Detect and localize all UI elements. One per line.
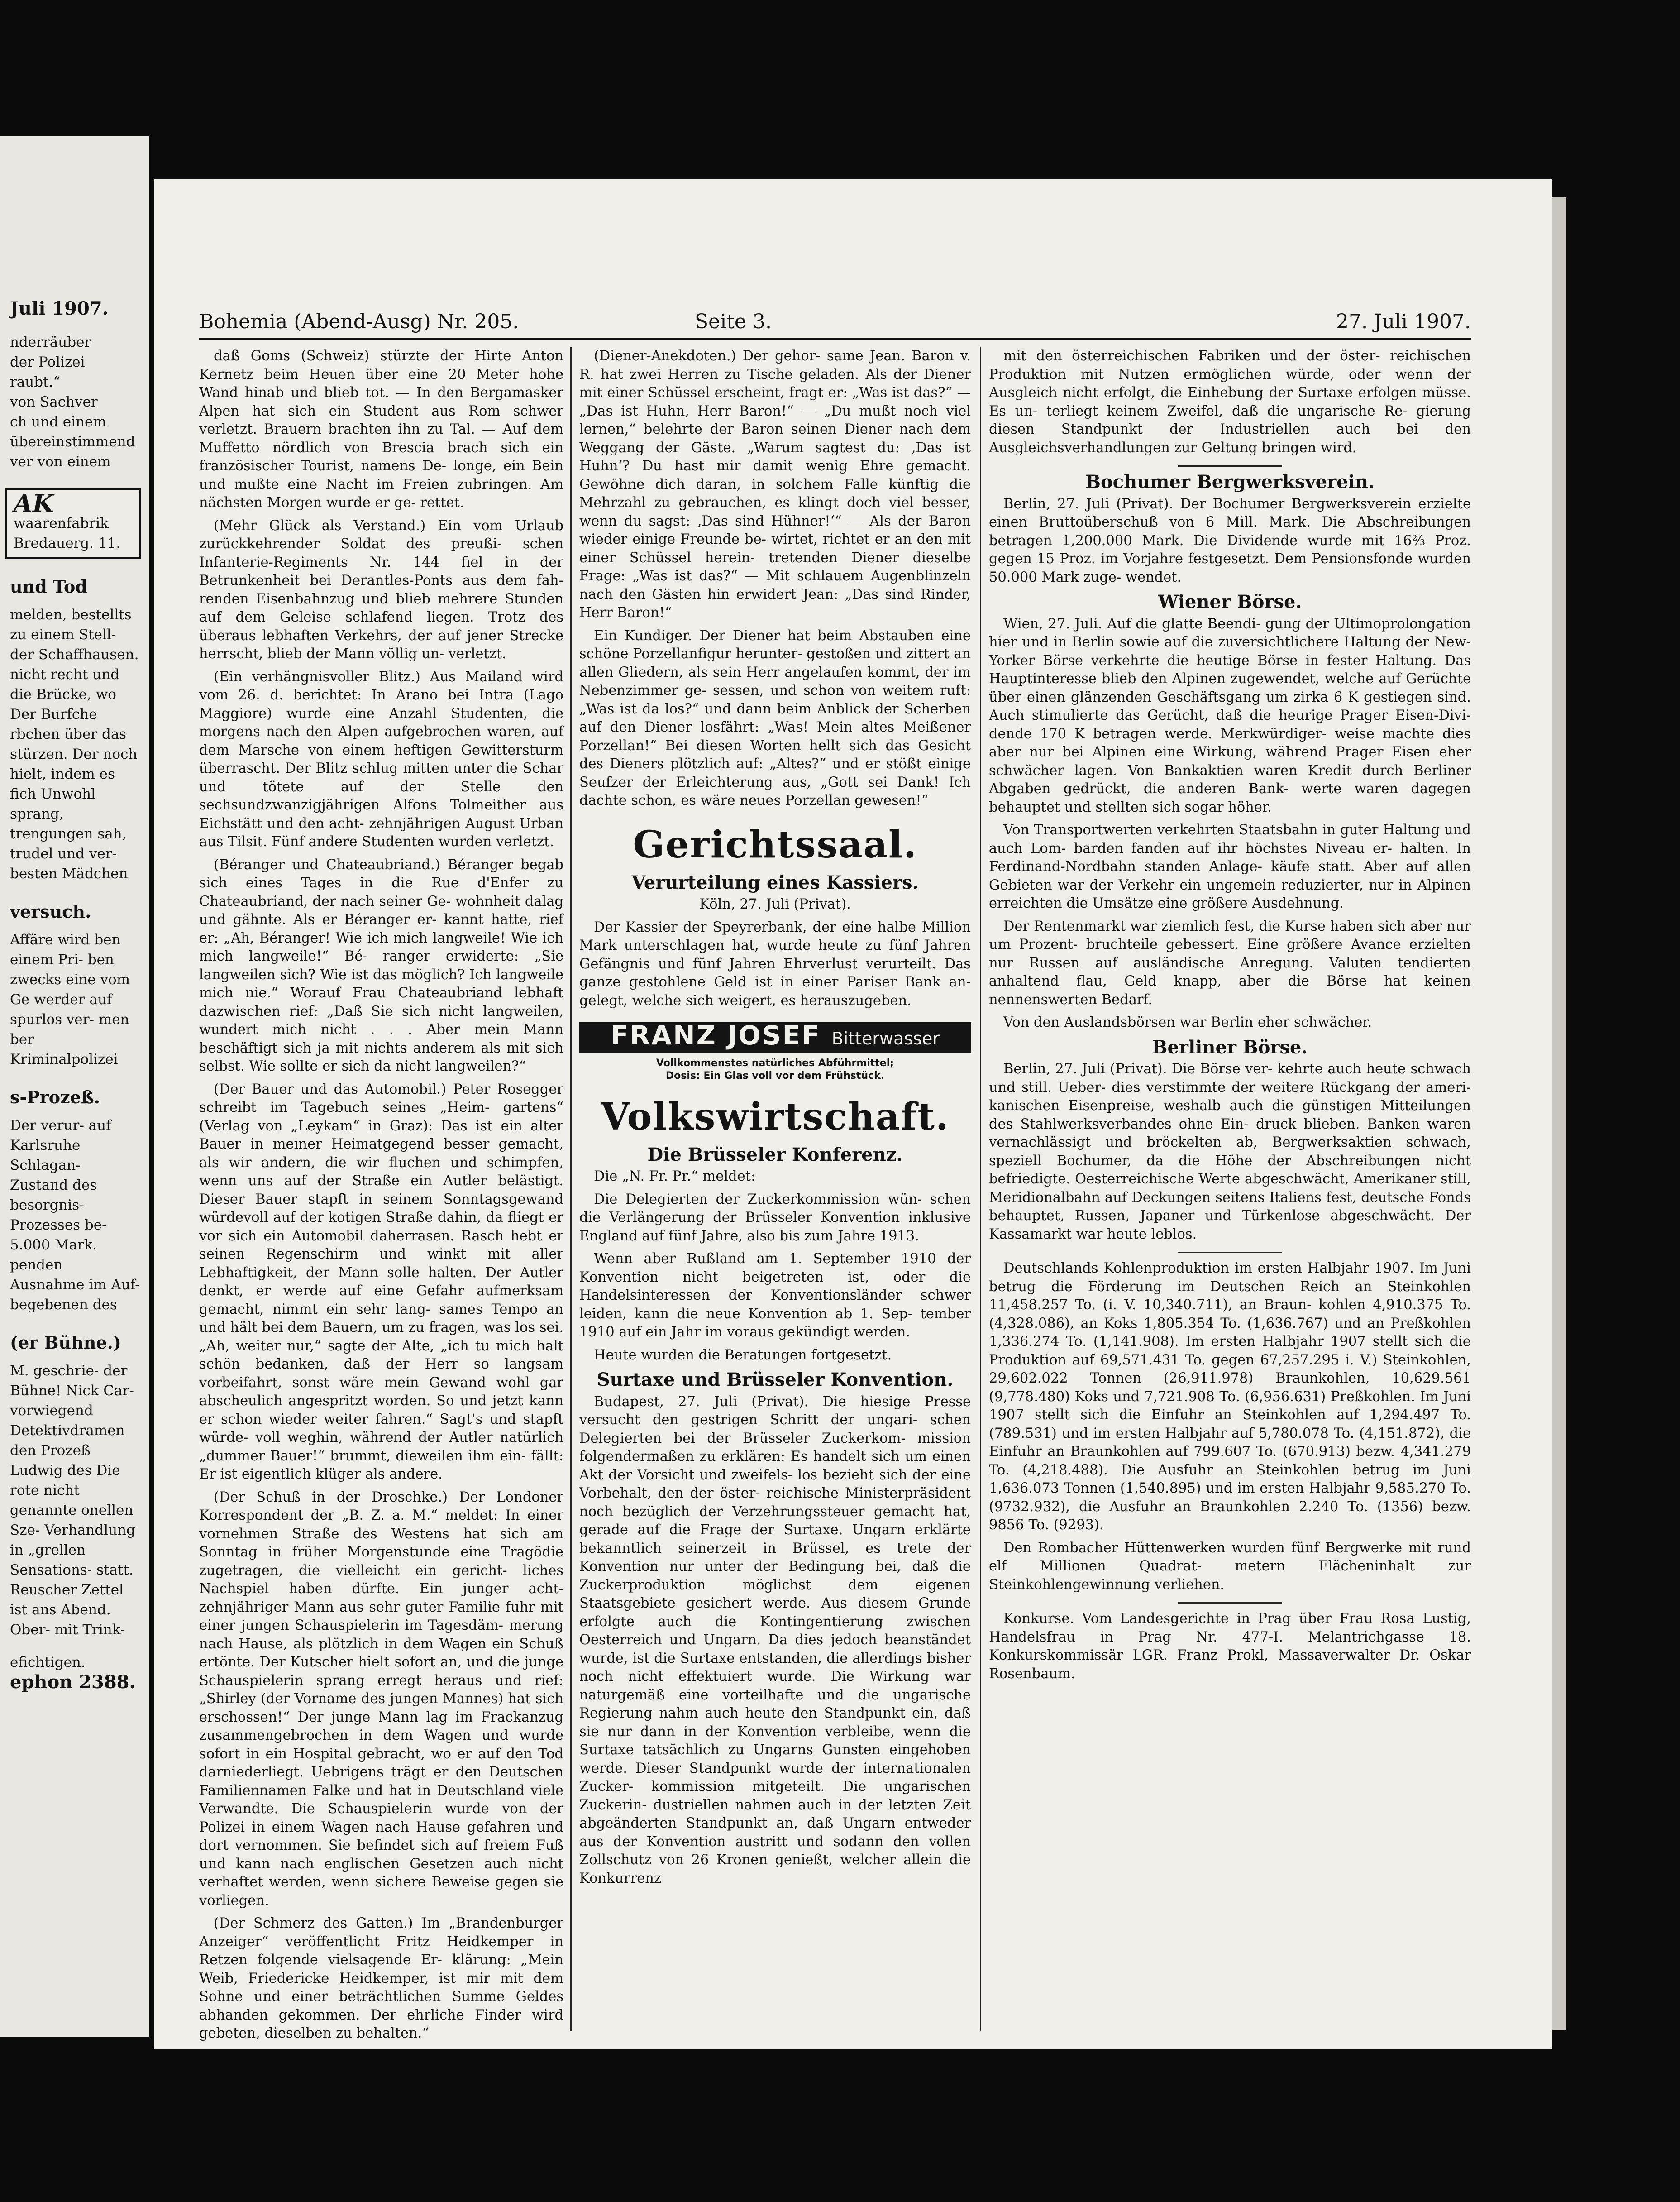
prev-fragment: ch und einem [10,414,106,430]
article-body: Budapest, 27. Juli (Privat). Die hiesige Presse versucht den gestrigen Schritt der ungari- schen Delegierten bei der Brüsseler Zuckerkom- mission folgendermaßen zu erklären: Es handelt sich um einen Akt der Vorsicht und zweifels- los bezieht sich der eine Vorbehalt, den der öster- reichische Ministerpräsident noch bezüglich der Verzehrungssteuer gemacht hat, gerade auf die Frage der Surtaxe. Ungarn erklärte bekanntlich seinerzeit in Brüssel, es trete der Konvention nur unter der Bedingung bei, daß die Zuckerproduktion möglichst dem eigenen Staatsgebiete gesichert werde. Aus diesem Grunde erfolgte auch die Kontingentierung zwischen Oesterreich und Ungarn. Da dies jedoch beanständet wurde, ist die Surtaxe entstanden, die allerdings bisher noch nicht effektuiert wurde. Die Wirkung war naturgemäß eine vorteilhafte und die ungarische Regierung nahm auch heute den Standpunkt ein, daß sie nur dann in der Konvention verbleibe, wenn die Surtaxe tatsächlich zu Ungarns Gunsten eingehoben werde. Dieser Standpunkt wurde der internationalen Zucker- kommission mitgeteilt. Die ungarischen Zuckerin- dustriellen nahmen auch in der letzten Zeit abgeänderten Standpunkt an, daß Ungarn entweder aus der Konvention austritt und sodann den vollen Zollschutz von 26 Kronen genießt, welcher allein die Konkurrenz [579,1393,971,1886]
article-body: Von Transportwerten verkehrten Staatsbahn in guter Haltung und auch Lom- barden fanden auf ihr höchstes Niveau er- halten. In Ferdinand-Nordbahn standen Anlage- käufe statt. Aber auf allen Gebieten war der Verkehr ein ungemein reduzierter, nur in Alpinen erreichten die Umsätze eine größere Ausdehnung. [989,822,1471,911]
divider [1178,465,1282,467]
header-rule [199,338,1471,340]
prev-fragment: nderräuber [10,334,91,350]
news-item: (Der Bauer und das Automobil.) Peter Rosegger schreibt im Tagebuch seines „Heim- gartens“ (Verlag von „Leykam“ in Graz): Das ist ein alter Bauer in meiner Heimatgegend besser gemacht, als wir andern, die wir fluchen und schimpfen, wenn uns auf der Straße ein Autler belästigt. Dieser Bauer stapft in seinem Sonntagsgewand würdevoll auf der kotigen Straße dahin, da fliegt er vor sich ein Automobil daherrasen. Rasch hebt er seinen Regenschirm und winkt mit aller Lebhaftigkeit, der Mann solle halten. Der Autler denkt, er werde auf eine Gefahr aufmerksam gemacht, nimmt ein sehr lang- sames Tempo an und hält bei dem Bauern, um zu fragen, was los sei. „Ah, weiter nur,“ sagte der Alte, „ich tu mich halt schön bedanken, daß der Herr so langsam vorbeifahrt, sonst wäre mein Gewand wohl gar abscheulich angespritzt worden. So und jetzt kann er schon wieder weiter fahren.“ Sagt's und stapft würde- voll weghin, während der Autler natürlich „dummer Bauer!“ brummt, dieweilen ihm ein- fällt: Er ist eigentlich klüger als andere. [199,1081,563,1482]
column-1 [199,347,563,2048]
article-body: Konkurse. Vom Landesgerichte in Prag über Frau Rosa Lustig, Handelsfrau in Prag Nr. 477-I. Melantrichgasse 18. Konkurskommissär LGR. Franz Prokl, Massaverwalter Dr. Oskar Rosenbaum. [989,1611,1471,1682]
prev-fragment: der Polizei [10,354,85,370]
news-item: (Der Schuß in der Droschke.) Der Londoner Korrespondent der „B. Z. a. M.“ meldet: In einer vornehmen Straße des Westens hat sich am Sonntag in früher Morgenstunde eine Tragödie zugetragen, die vielleicht ein gericht- liches Nachspiel haben dürfte. Ein junger acht- zehnjähriger Mann aus sehr guter Familie fuhr mit einer jungen Schauspielerin im Tagesdäm- merung nach Hause, als plötzlich in dem Wagen ein Schuß ertönte. Der Kutscher hielt sofort an, und die junge Schauspielerin sprang erregt heraus und rief: „Shirley (der Vorname des jungen Mannes) hat sich erschossen!“ Der junge Mann lag im Frackanzug zusammengebrochen in dem Wagen und wurde sofort in ein Hospital gebracht, wo er auf den Tod darniederliegt. Uebrigens trägt er den Deutschen Familiennamen Falke und hat in Deutschland viele Verwandte. Die Schauspielerin wurde von der Polizei in einem Wagen nach Hause gefahren und dort vernommen. Sie befindet sich auf freiem Fuß und kann nach englischen Gesetzen auch nicht verhaftet werden, wenn sichere Beweise gegen sie vorliegen. [199,1489,563,1909]
article-body: Die Delegierten der Zuckerkommission wün- schen die Verlängerung der Brüsseler Konvention inklusive England auf fünf Jahre, also bis zum Jahre 1913. [579,1191,971,1244]
column-separator [980,347,981,2031]
article-title-berliner-boerse: Berliner Börse. [1152,1036,1308,1058]
prev-text: Der verur- auf Karlsruhe Schlagan- Zustand des besorgnis- Prozesses be- 5.000 Mark. penden Ausnahme im Auf- begebenen des [10,1117,140,1313]
prev-heading: (er Bühne.) [10,1332,121,1353]
prev-ad-big: AK [14,489,54,518]
prev-heading: und Tod [10,576,87,597]
article-body: Von den Auslandsbörsen war Berlin eher schwächer. [1003,1015,1372,1030]
article-title-bochum: Bochumer Bergwerksverein. [1085,471,1375,493]
article-body: Der Kassier der Speyrerbank, der eine halbe Million Mark unterschlagen hat, wurde heute zu fünf Jahren Gefängnis und fünf Jahren Ehrverlust verurteilt. Das ganze gestohlene Geld ist in einer Pariser Bank an- gelegt, welche sich weigert, es herauszugeben. [579,919,971,1009]
masthead-issue: Bohemia (Abend-Ausg) Nr. 205. [199,310,519,333]
article-title-surtaxe: Surtaxe und Brüsseler Konvention. [597,1369,954,1390]
ad-brand: FRANZ JOSEF [611,1020,821,1051]
newspaper-page [154,179,1552,2049]
article-body: Die „N. Fr. Pr.“ meldet: [594,1168,756,1184]
article-title-bruesseler: Die Brüsseler Konferenz. [647,1144,903,1165]
article-body: Berlin, 27. Juli (Privat). Der Bochumer Bergwerksverein erzielte einen Bruttoüberschuß von 6 Mill. Mark. Die Abschreibungen betragen 1,200.000 Mark. Die Dividende wurde mit 16⅔ Proz. gegen 15 Proz. im Vorjahre festgesetzt. Dem Pensionsfonde wurden 50.000 Mark zuge- wendet. [989,496,1471,585]
column-separator [570,347,572,2031]
ad-product: Bitterwasser [831,1029,940,1048]
prev-heading: versuch. [10,901,91,922]
prev-footer: efichtigen. [10,1654,86,1671]
column-2 [579,347,971,1892]
article-body: Berlin, 27. Juli (Privat). Die Börse ver- kehrte auch heute schwach und still. Ueber- dies verstimmte der weitere Rückgang der ameri- kanischen Eisenpreise, weshalb auch die günstigen Mitteilungen des Stahlwerksverbandes ohne Ein- druck blieben. Banken waren vernachlässigt und bröckelten ab, Bergwerksaktien schwach, speziell Bochumer, da die Höhe der Abschreibungen nicht befriedigte. Oesterreichische Werte abgeschwächt, Amerikaner still, Meridionalbahn auf Deckungen seitens Italiens fest, deutsche Fonds behauptet, Russen, Japaner und Türkenlose abgeschwächt. Der Kassamarkt war heute leblos. [989,1061,1471,1242]
news-item: daß Goms (Schweiz) stürzte der Hirte Anton Kernetz beim Heuen über eine 20 Meter hohe Wand hinab und blieb tot. — In den Bergamasker Alpen hat sich ein Student aus Rom schwer verletzt. Brauern brachten ihn zu Tal. — Auf dem Muffetto nördlich von Brescia brach sich ein französischer Tourist, namens De- longe, ein Bein und mußte eine Nacht im Freien zubringen. Am nächsten Morgen wurde er ge- rettet. [199,348,563,511]
ad-line: Dosis: Ein Glas voll vor dem Frühstück. [665,1070,885,1082]
prev-ad-line: waarenfabrik [14,515,109,531]
prev-text: melden, bestellts zu einem Stell- der Schaffhausen. nicht recht und die Brücke, wo Der Burfche rbchen über das stürzen. Der noch hielt, indem es fich Unwohl sprang, trengungen sah, trudel und ver- besten Mädchen [10,607,139,882]
article-body: Wenn aber Rußland am 1. September 1910 der Konvention nicht beigetreten ist, oder die Handelsinteressen der Konventionsländer schwer leiden, kann die neue Konvention ab 1. Sep- tember 1910 auf ein Jahr im voraus gekündigt werden. [579,1251,971,1340]
article-body: Deutschlands Kohlenproduktion im ersten Halbjahr 1907. Im Juni betrug die Förderung im Deutschen Reich an Steinkohlen 11,458.257 To. (i. V. 10,340.711), an Braun- kohlen 4,910.375 To. (4,328.086), an Koks 1,805.354 To. (1,636.767) und an Preßkohlen 1,336.274 To. (1,141.908). Im ersten Halbjahr 1907 stellt sich die Produktion auf 69,571.431 To. gegen 67,257.295 i. V.) Steinkohlen, 29,602.022 Tonnen (26,911.978) Braunkohlen, 10,629.561 (9,778.480) Koks und 7,721.908 To. (6,956.631) Preßkohlen. Im Juni 1907 stellt sich die Einfuhr an Steinkohlen auf 1,294.497 To. (789.531) und im ersten Halbjahr auf 5,780.078 To. (4,151.872), die Einfuhr an Braunkohlen auf 799.607 To. (670.913) bezw. 4,341.279 To. (4,218.488). Die Ausfuhr an Steinkohlen betrug im Juni 1,636.073 Tonnen (1,540.895) und im ersten Halbjahr 9,585.270 To. (9732.932), die Ausfuhr an Braunkohlen 2.240 To. (1356) bezw. 9856 To. (9293). [989,1260,1471,1533]
anecdote-item: Ein Kundiger. Der Diener hat beim Abstauben eine schöne Porzellanfigur herunter- gestoßen und zittert an allen Gliedern, als sein Herr angelaufen kommt, der im Nebenzimmer ge- sessen, und schon von weitem ruft: „Was ist da los?“ und dann beim Anblick der Scherben auf den Diener losfährt: „Was! Mein altes Meißener Porzellan!“ Bei diesen Worten hellt sich das Gesicht des Dieners plötzlich auf: „Altes?“ und er stößt einige Seufzer der Erleichterung aus, „Gott sei Dank! Ich dachte schon, es wäre neues Porzellan gewesen!“ [579,627,971,809]
dateline: Köln, 27. Juli (Privat). [699,896,851,912]
article-continuation: mit den österreichischen Fabriken und der öster- reichischen Produktion mit Nutzen ermöglichen würde, oder wenn der Ausgleich nicht erfolgt, die Einhebung der Surtaxe erfolgen müsse. Es un- terliegt keinem Zweifel, daß die ungarische Re- gierung diesen Standpunkt der Industriellen auch bei den Ausgleichsverhandlungen zur Geltung bringen wird. [989,348,1471,456]
ad-line: Vollkommenstes natürliches Abführmittel; [656,1057,894,1069]
article-body: Wien, 27. Juli. Auf die glatte Beendi- gung der Ultimoprolongation hier und in Berlin sowie auf die zuversichtlichere Haltung der New- Yorker Börse verkehrte die heutige Börse in fester Haltung. Das Hauptinteresse blieb den Alpinen zugewendet, welche auf Gerüchte über einen glänzenden Geschäftsgang um zirka 6 K gestiegen sind. Auch stimulierte das Gerücht, daß die heurige Prager Eisen-Divi- dende 170 K betragen werde. Merkwürdiger- weise machte dies aber nur bei Alpinen eine Wirkung, während Prager Eisen eher schwächer lagen. Von Bankaktien waren Kredit durch Berliner Abgaben gedrückt, die anderen Bank- werte waren dagegen behauptet und stellten sich sogar höher. [989,616,1471,815]
prev-fragment: übereinstimmend [10,434,135,450]
news-item: (Ein verhängnisvoller Blitz.) Aus Mailand wird vom 26. d. berichtet: In Arano bei Intra (Lago Maggiore) wurde eine Anzahl Studenten, die morgens nach den Alpen aufgebrochen waren, auf dem Marsche von einem heftigen Gewittersturm überrascht. Der Blitz schlug mitten unter die Schar und tötete auf der Stelle den sechsundzwanzigjährigen Alfons Tolmeither aus Eichstätt und den acht- zehnjährigen August Urban aus Tilsit. Fünf andere Studenten wurden verletzt. [199,669,563,850]
issue-date: 27. Juli 1907. [1336,310,1471,333]
prev-fragment: von Sachver [10,394,98,410]
prev-text: Affäre wird ben einem Pri- ben zwecks eine vom Ge werder auf spurlos ver- men ber Kriminalpolizei [10,932,130,1067]
prev-text: M. geschrie- der Bühne! Nick Car- vorwiegend Detektivdramen den Prozeß Ludwig des Die rote nicht genannte onellen Sze- Verhandlung in „grellen Sensations- statt. Reuscher Zettel ist ans Abend. Ober- mit Trink- [10,1363,135,1638]
article-title-wiener-boerse: Wiener Börse. [1158,591,1302,613]
ad-tagline [579,1057,971,1082]
previous-page-edge [0,136,149,2037]
article-title-kassier: Verurteilung eines Kassiers. [631,871,919,893]
article-body: Heute wurden die Beratungen fortgesetzt. [594,1347,892,1363]
anecdote-item: (Diener-Anekdoten.) Der gehor- same Jean. Baron v. R. hat zwei Herren zu Tische geladen. Als der Diener mit einer Schüssel erscheint, fragt er: „Was ist das?“ — „Das ist Huhn, Herr Baron!“ — „Du mußt noch viel lernen,“ belehrte der Baron seinen Diener nach dem Weggang der Gäste. „Warum sagtest du: ‚Das ist Huhn‘? Du hast mir damit wenig Ehre gemacht. Gewöhne dich daran, in solchem Falle künftig die Mehrzahl zu gebrauchen, es klingt doch viel besser, wenn du sagst: ‚Das sind Hühner!‘“ — Als der Baron wieder einige Freunde be- wirtet, richtet er an den mit einer Schüssel herein- tretenden Diener dieselbe Frage: „Was ist das?“ — Mit schlauem Augenblinzeln nach den Gästen hin erwidert Jean: „Das sind Rinder, Herr Baron!“ [579,348,971,621]
prev-page-header-date: Juli 1907. [10,298,109,319]
prev-fragment: ver von einem [10,454,111,470]
news-item: (Béranger und Chateaubriand.) Béranger begab sich eines Tages in die Rue d'Enfer zu Chateaubriand, der nach seiner Ge- wohnheit dalag und gähnte. Als er Béranger er- kannt hatte, rief er: „Ah, Béranger! Wie ich mich langweile! Wie ich mich langweile!“ Bé- ranger erwiderte: „Sie langweilen sich? Wie ist das möglich? Ich langweile mich nie.“ Worauf Frau Chateaubriand lebhaft dazwischen rief: „Daß Sie sich nicht langweilen, wundert mich nicht . . . Aber mein Mann beschäftigt sich ja mit nichts anderem als mit sich selbst. Wie sollte er sich da nicht langweilen?“ [199,857,563,1074]
news-item: (Der Schmerz des Gatten.) Im „Brandenburger Anzeiger“ veröffentlicht Fritz Heidkemper in Retzen folgende vielsagende Er- klärung: „Mein Weib, Friedericke Heidkemper, ist mir mit dem Sohne und einer beträchtlichen Summe Geldes abhanden gekommen. Der ehrliche Finder wird gebeten, dieselben zu behalten.“ [199,1915,563,2041]
section-title-gerichtssaal: Gerichtssaal. [633,823,917,866]
page-number: Seite 3. [695,310,772,333]
prev-ad-line: Bredauerg. 11. [14,535,121,551]
page-header [199,310,1471,335]
prev-footer: ephon 2388. [10,1671,136,1693]
article-body: Der Rentenmarkt war ziemlich fest, die Kurse haben sich aber nur um Prozent- bruchteile gebessert. Eine größere Avance erzielten nur Russen auf ausländische Anregung. Valuten tendierten anhaltend flau, Geld knapp, aber die Börse hat keinen nennenswerten Bedarf. [989,918,1471,1008]
column-3 [989,347,1471,1688]
prev-ad-box [5,488,141,559]
divider [1178,1252,1282,1253]
news-item: (Mehr Glück als Verstand.) Ein vom Urlaub zurückkehrender Soldat des preußi- schen Infanterie-Regiments Nr. 144 fiel in der Betrunkenheit bei Derantles-Ponts aus dem fah- renden Eisenbahnzug und blieb mehrere Stunden auf dem Geleise schlafend liegen. Trotz des überaus lebhaften Verkehrs, der auf jener Strecke herrscht, blieb der Mann völlig un- verletzt. [199,517,563,662]
prev-fragment: raubt.“ [10,374,61,390]
franz-josef-advertisement [579,1022,971,1053]
divider [1178,1602,1282,1604]
section-title-volkswirtschaft: Volkswirtschaft. [601,1095,950,1139]
article-body: Den Rombacher Hüttenwerken wurden fünf Bergwerke mit rund elf Millionen Quadrat- metern Flächeninhalt zur Steinkohlengewinnung verliehen. [989,1540,1471,1593]
prev-heading: s-Prozeß. [10,1087,100,1107]
